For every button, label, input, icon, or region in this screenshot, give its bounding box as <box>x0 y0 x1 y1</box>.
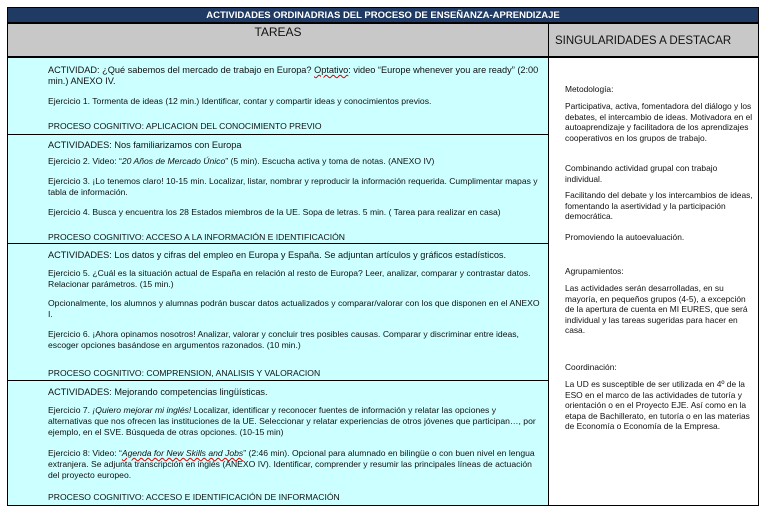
activity-label: ACTIVIDAD: <box>48 65 103 75</box>
methodology-item: Participativa, activa, fomentadora del diálogo y los debates, el intercambio de ideas. Motivadora en el autoaprendizaje y facilitadora de los aprendizajes cooperativos en los grupos de trabajo. <box>565 101 753 143</box>
exercise-2-rest: ” (5 min). Escucha activa y toma de notas. (ANEXO IV) <box>225 156 435 166</box>
activity-heading: ACTIVIDADES: Nos familiarizamos con Europa <box>48 140 242 150</box>
exercise-7 <box>48 405 542 438</box>
singularities-column <box>548 57 759 506</box>
cognitive-process: PROCESO COGNITIVO: COMPRENSION, ANALISIS Y VALORACION <box>48 368 321 378</box>
groupings-text: Las actividades serán desarrolladas, en su mayoría, en pequeños grupos (4-5), a excepción de la apertura de cuenta en MI EURES, que será individual y las tareas sugeridas para hacer en casa. <box>565 283 748 336</box>
optional-label: Optativo <box>314 65 349 75</box>
exercise-4: Ejercicio 4. Busca y encuentra los 28 Estados miembros de la UE. Sopa de letras. 5 min. ( Tarea para realizar en casa) <box>48 207 501 217</box>
activity-heading: ACTIVIDADES: Los datos y cifras del empleo en Europa y España. Se adjuntan artículos y gráficos estadísticos. <box>48 250 507 260</box>
cognitive-process: PROCESO COGNITIVO: APLICACION DEL CONOCIMIENTO PREVIO <box>48 121 322 131</box>
exercise-7-rest: Localizar, identificar y reconocer fuentes de información y relatar las opciones y alternativas que nos ofrecen las instituciones de la UE. Seleccionar y relatar experiencias de otros jóvenes que participan…, por ejemplo, en el SVE. Búsqueda de otras opciones. (10-15 min) <box>48 405 536 437</box>
exercise-2-video-title: 20 Años de Mercado Único <box>121 156 226 166</box>
activity-heading: ACTIVIDADES: Mejorando competencias lingüísticas. <box>48 387 268 397</box>
exercise-1: Ejercicio 1. Tormenta de ideas (12 min.) Identificar, contar y compartir ideas y conocimientos previos. <box>48 96 432 106</box>
exercise-8-rest: ” (2:46 min). Opcional para alumnado en bilingüe o con buen nivel en lengua extranjera. Se adjunta transcripción en inglés (ANEXO IV). Identificar, comprender y resumir las principales líneas de actuación del proyecto europeo. <box>48 448 535 480</box>
exercise-2-prefix: Ejercicio 2. Video: “ <box>48 156 122 166</box>
methodology-item: Promoviendo la autoevaluación. <box>565 232 685 242</box>
activity-block-4 <box>7 380 549 506</box>
optional-note: Opcionalmente, los alumnos y alumnas podrán buscar datos actualizados y comparar/valorar con los que disponen en el ANEXO I. <box>48 298 540 319</box>
exercise-6: Ejercicio 6. ¡Ahora opinamos nosotros! Analizar, valorar y concluir tres posibles causas. Comparar y discriminar entre ideas, escoger opciones basándose en argumentos razonados. (10 min.) <box>48 329 519 350</box>
activity-heading <box>48 65 542 87</box>
exercise-2 <box>48 156 542 167</box>
activity-question: ¿Qué sabemos del mercado de trabajo en Europa? <box>102 65 315 75</box>
activity-block-1 <box>7 57 549 135</box>
methodology-item: Combinando actividad grupal con trabajo individual. <box>565 163 718 184</box>
exercise-7-prefix: Ejercicio 7. <box>48 405 93 415</box>
header-singularidades: SINGULARIDADES A DESTACAR <box>548 23 759 57</box>
groupings-title: Agrupamientos: <box>565 266 624 276</box>
exercise-8 <box>48 448 542 481</box>
activity-block-2 <box>7 134 549 244</box>
methodology-title: Metodología: <box>565 84 614 94</box>
activity-block-3 <box>7 243 549 381</box>
cognitive-process: PROCESO COGNITIVO: ACCESO A LA INFORMACIÓN E IDENTIFICACIÓN <box>48 232 346 242</box>
coordination-text: La UD es susceptible de ser utilizada en 4º de la ESO en el marco de las actividades de tutoría y orientación o en el Proyecto EJE. Así como en la etapa de Bachillerato, en tutoría o en las materias de Economía o Economía de la Empresa. <box>565 379 750 432</box>
header-tareas: TAREAS <box>7 23 549 57</box>
exercise-5: Ejercicio 5. ¿Cuál es la situación actual de España en relación al resto de Europa? Leer, analizar, comparar y contrastar datos. Relacionar parámetros. (15 min.) <box>48 268 531 289</box>
exercise-8-prefix: Ejercicio 8: Video: “ <box>48 448 122 458</box>
cognitive-process: PROCESO COGNITIVO: ACCESO E IDENTIFICACIÓN DE INFORMACIÓN <box>48 492 340 502</box>
exercise-3: Ejercicio 3. ¡Lo tenemos claro! 10-15 min. Localizar, listar, nombrar y reproducir la información requerida. Cumplimentar mapas y tabla de información. <box>48 176 538 197</box>
table-title: ACTIVIDADES ORDINADRIAS DEL PROCESO DE ENSEÑANZA-APRENDIZAJE <box>7 7 759 23</box>
activity-rest: : video “Europe whenever you are ready” (2:00 min.) ANEXO IV. <box>48 65 539 86</box>
exercise-8-video-title: Agenda for New Skills and Jobs <box>121 448 244 458</box>
exercise-7-title: ¡Quiero mejorar mi inglés! <box>92 405 192 415</box>
coordination-title: Coordinación: <box>565 362 617 372</box>
methodology-item: Facilitando del debate y los intercambios de ideas, fomentando la asertividad y la participación democrática. <box>565 190 753 222</box>
